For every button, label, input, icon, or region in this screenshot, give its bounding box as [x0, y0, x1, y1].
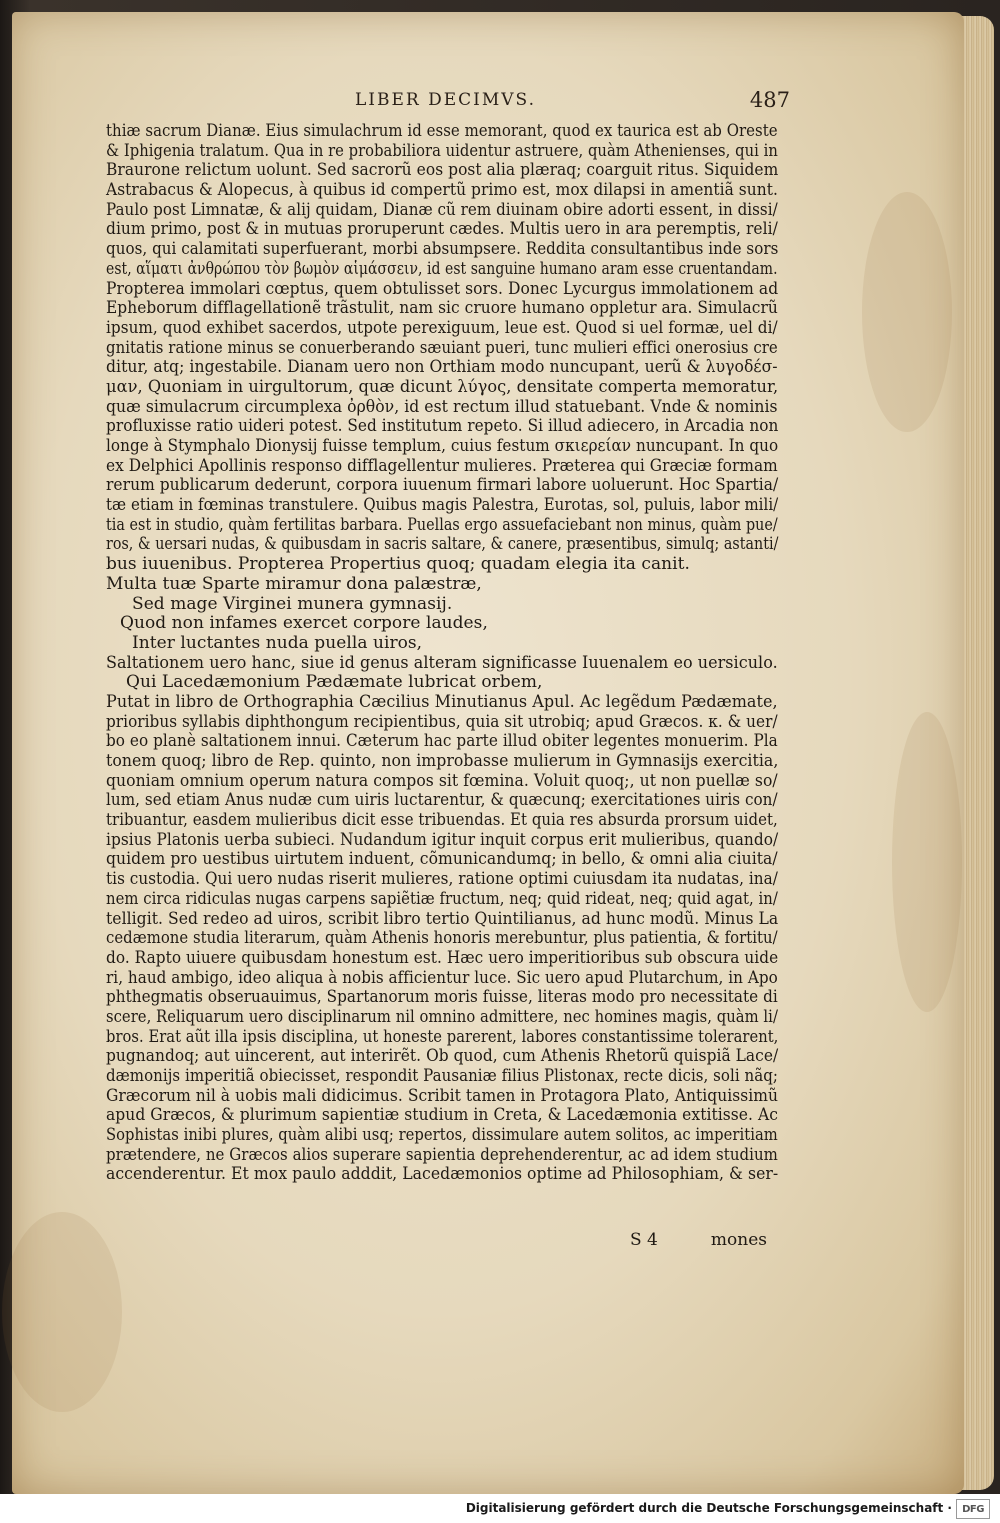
page-header	[100, 88, 790, 122]
text-line: Sed mage Virginei munera gymnasij.	[132, 593, 453, 614]
paper-stain	[862, 192, 952, 432]
text-line: ex Delphici Apollinis responso difflagellentur mulieres. Præterea qui Græciæ formam	[106, 455, 778, 476]
text-line: accenderentur. Et mox paulo adddit, Lacedæmonios optime ad Philosophiam, & ser-	[106, 1164, 779, 1185]
footer-bar	[0, 1494, 1000, 1523]
text-line: scere, Reliquarum uero disciplinarum nil omnino admittere, nec homines magis, quàm li/	[106, 1006, 778, 1027]
text-line: bo eo planè saltationem innui. Cæterum hac parte illud obiter legentes monuerim. Pla	[106, 731, 778, 752]
signature-mark: S 4	[630, 1230, 658, 1250]
text-line: Inter luctantes nuda puella uiros,	[132, 632, 423, 653]
text-line: quoniam omnium operum natura compos sit fœmina. Voluit quoq;, ut non puellæ so/	[106, 770, 778, 791]
text-line: Qui Lacedæmonium Pædæmate lubricat orbem,	[126, 672, 543, 693]
page-foot	[600, 1230, 775, 1252]
text-line: nem circa ridiculas nugas carpens sapiẽtiæ fructum, neq; quid rideat, neq; quid agat, in/	[106, 888, 778, 909]
text-line: bus iuuenibus. Propterea Propertius quoq; quadam elegia ita canit.	[106, 554, 691, 575]
text-line: cedæmone studia literarum, quàm Athenis honoris merebuntur, plus patientia, & fortitu/	[106, 928, 778, 949]
text-line: prioribus syllabis diphthongum recipientibus, quia sit utrobiq; apud Græcos. κ. & uer/	[106, 711, 778, 732]
text-line: tribuantur, easdem mulieribus dicit esse tribuendas. Et quia res absurda prorsum uidet,	[106, 810, 778, 831]
text-line: phthegmatis obseruauimus, Spartanorum moris fuisse, literas modo pro necessitate di	[106, 987, 778, 1008]
text-line: Saltationem uero hanc, siue id genus alteram significasse Iuuenalem eo uersiculo.	[106, 652, 778, 673]
text-line: Sophistas inibi plures, quàm alibi usq; repertos, dissimulare autem solitos, ac imperitiam	[106, 1125, 778, 1146]
paper-stain	[892, 712, 962, 1012]
text-line: quidem pro uestibus uirtutem induent, cõmunicandumq; in bello, & omni alia ciuita/	[106, 849, 778, 870]
text-line: apud Græcos, & plurimum sapientiæ studium in Creta, & Lacedæmonia extitisse. Ac	[106, 1105, 778, 1126]
text-line: μαν, Quoniam in uirgultorum, quæ dicunt λύγος, densitate comperta memoratur,	[106, 376, 779, 397]
text-line: ros, & uersari nudas, & quibusdam in sacris saltare, & canere, præsentibus, simulq; astanti/	[106, 534, 779, 555]
paper-stain	[2, 1212, 122, 1412]
catchword: mones	[710, 1230, 767, 1250]
text-line: Quod non infames exercet corpore laudes,	[120, 613, 488, 634]
text-line: Paulo post Limnatæ, & alij quidam, Dianæ cũ rem diuinam obire adorti essent, in dissi/	[106, 199, 778, 220]
text-line: ipsius Platonis uerba subieci. Nudandum igitur inquit corpus erit mulieribus, quando/	[106, 829, 779, 850]
text-line: ipsum, quod exhibet sacerdos, utpote perexiguum, leue est. Quod si uel formæ, uel di/	[106, 317, 778, 338]
text-line: rerum publicarum dederunt, corpora iuuenum firmari labore uoluerunt. Hoc Spartia/	[106, 475, 779, 496]
text-line: ditur, atq; ingestabile. Dianam uero non Orthiam modo nuncupant, uerũ & λυγοδέσ-	[106, 357, 778, 378]
text-line: longe à Stymphalo Dionysij fuisse templum, cuius festum σκιερείαν nuncupant. In quo	[106, 436, 779, 456]
text-line: do. Rapto uiuere quibusdam honestum est. Hæc uero imperitioribus sub obscura uide	[106, 947, 779, 968]
text-line: tia est in studio, quàm fertilitas barbara. Puellas ergo assuefaciebant non minus, quàm pue/	[106, 514, 778, 535]
text-line: dæmonijs imperitiã obiecisset, respondit Pausaniæ filius Plistonax, recte dicis, soli nãq;	[106, 1066, 778, 1086]
text-line: telligit. Sed redeo ad uiros, scribit libro tertio Quintilianus, ad hunc modũ. Minus La	[106, 908, 779, 929]
text-line: Græcorum nil à uobis mali didicimus. Scribit tamen in Protagora Plato, Antiquissimũ	[106, 1085, 779, 1106]
text-line: quæ simulacrum circumplexa ὀρθὸν, id est rectum illud statuebant. Vnde & nominis	[106, 396, 778, 417]
text-line: Putat in libro de Orthographia Cæcilius Minutianus Apul. Ac legẽdum Pædæmate,	[106, 691, 778, 712]
text-line: Braurone relictum uolunt. Sed sacrorũ eos post alia plæraq; coarguit ritus. Siquidem	[106, 160, 779, 181]
dfg-logo: DFG	[956, 1499, 990, 1519]
body-text	[106, 122, 778, 1185]
book-page-edges	[962, 16, 994, 1490]
text-line: Propterea immolari cœptus, quem obtulisset sors. Donec Lycurgus immolationem ad	[106, 278, 779, 299]
text-line: Epheborum difflagellationẽ trãstulit, nam sic cruore humano oppletur ara. Simulacrũ	[106, 298, 778, 319]
text-line: & Iphigenia tralatum. Qua in re probabiliora uidentur astruere, quàm Athenienses, qui in	[106, 140, 778, 161]
text-line: tæ etiam in fœminas transtulere. Quibus magis Palestra, Eurotas, sol, puluis, labor mili/	[106, 495, 779, 516]
text-line: bros. Erat aũt illa ipsis disciplina, ut honeste parerent, labores constantissime tolerarent,	[106, 1026, 779, 1047]
text-line: prætendere, ne Græcos alios superare sapientia deprehenderentur, ac ad idem studium	[106, 1144, 778, 1165]
text-line: Astrabacus & Alopecus, à quibus id compertũ primo est, mox dilapsi in amentiã sunt.	[106, 180, 778, 201]
text-line: thiæ sacrum Dianæ. Eius simulachrum id esse memorant, quod ex taurica est ab Oreste	[106, 121, 778, 141]
text-line: gnitatis ratione minus se conuerberando sæuiant pueri, tunc mulieri effici onerosius cre	[106, 337, 778, 358]
running-head: LIBER DECIMVS.	[355, 90, 536, 110]
text-line: tis custodia. Qui uero nudas riserit mulieres, ratione optimi cuiusdam ita nudatas, ina/	[106, 869, 778, 890]
text-line: Multa tuæ Sparte miramur dona palæstræ,	[106, 573, 482, 594]
text-line: dium primo, post & in mutuas proruperunt cædes. Multis uero in ara peremptis, reli/	[106, 219, 778, 240]
text-line: pugnandoq; aut uincerent, aut interirẽt. Ob quod, cum Athenis Rhetorũ quispiã Lace/	[106, 1046, 779, 1067]
text-line: tonem quoq; libro de Rep. quinto, non improbasse mulierum in Gymnasijs exercitia,	[106, 751, 779, 771]
text-line: est, αἵματι ἀνθρώπου τὸν βωμὸν αἱμάσσειν, id est sanguine humano aram esse cruentandam.	[106, 258, 778, 279]
footer-credit: Digitalisierung gefördert durch die Deutsche Forschungsgemeinschaft ·	[465, 1501, 952, 1515]
text-line: profluxisse ratio uideri potest. Sed institutum repeto. Si illud adiecero, in Arcadia non	[106, 416, 779, 437]
text-line: ri, haud ambigo, ideo aliqua à nobis afficientur luce. Sic uero apud Plutarchum, in Apo	[106, 967, 778, 988]
text-line: quos, qui calamitati superfuerant, morbi absumpsere. Reddita consultantibus inde sors	[106, 239, 779, 260]
text-line: lum, sed etiam Anus nudæ cum uiris luctarentur, & quæcunq; exercitationes uiris con/	[106, 790, 778, 811]
page-number: 487	[749, 88, 790, 112]
